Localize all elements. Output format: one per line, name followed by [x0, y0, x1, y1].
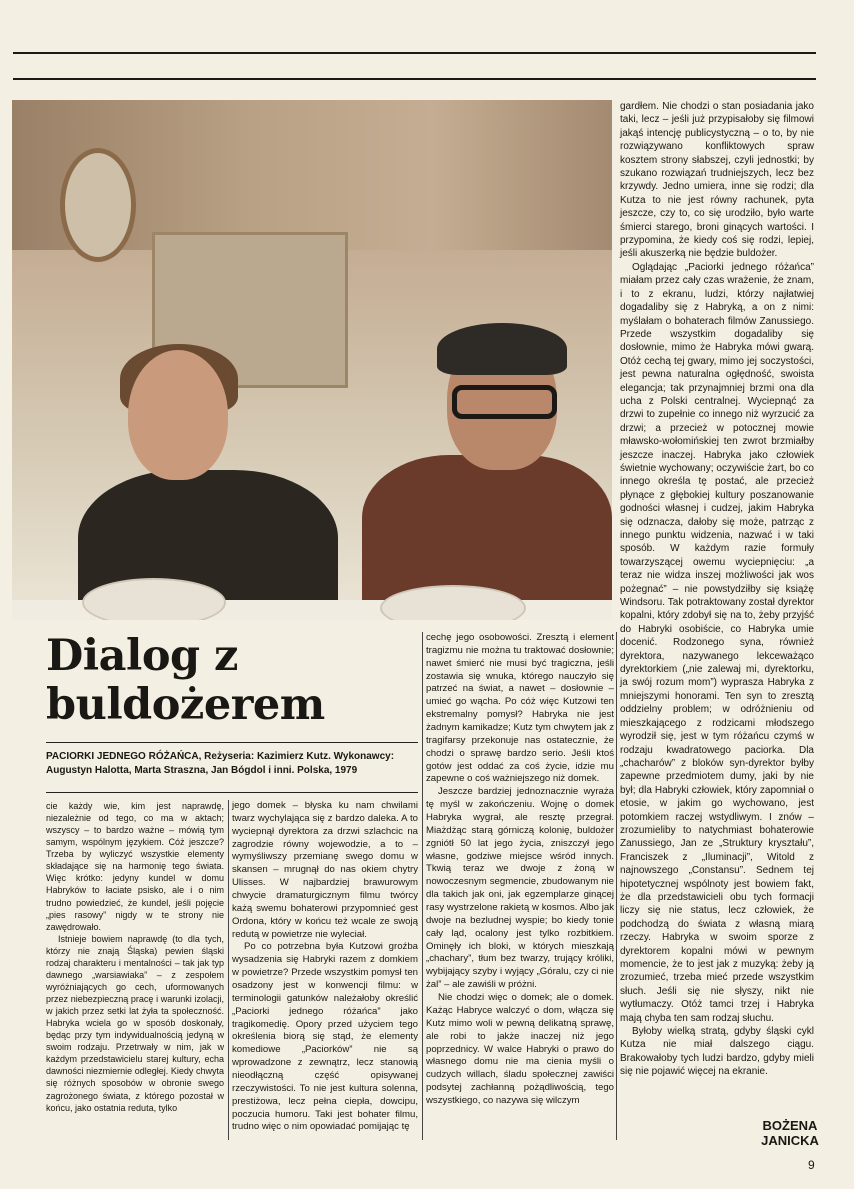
paragraph: Oglądając „Paciorki jednego różańca” miałam przez cały czas wrażenie, że znam, i to z ekranu, ludzi, którzy najłatwiej dogadaliby się z Habryką, a on z nimi: myślałam o bohaterach filmów Zanussiego. Przede wszystkim dogadaliby się dosłownie, mimo że Habryka mówi gwarą. Otóż cechą tej gwary, mimo jej soczystości, jest pewna naturalna ogłędność, swoista elegancja; tak przynajmniej brzmi ona dla ucha z Polski centralnej. Wyciepnąć za drzwi to zupełnie co innego niż wyrzucić za drzwi; a przecież w potocznej mowie mławsko-wołomińskiej ten zwrot brzmiałby jeszcze inaczej. Habryka jako człowiek świetnie wychowany; oczywiście żart, bo co innego określa tę postać, ale przecież płynące z głębokiej kultury poszanowanie godności własnej i cudzej, jakim Habryka się odznacza, dałoby się może, patrząc z innego punktu widzenia, nazwać i w taki sposób. W każdym razie formuły towarzyszącej owemu wyciepnięciu: „a teraz nie widza inszej możliwości jak wos pożegnać” – nie powstydziłby się książę Windsoru. Tak potraktowany został dyrektor kopalni, który zdobył się na to, żeby przyjść do Habryki osobiście, co Habryka umie docenić. Rodzonego syna, również dyrektora, nazywanego lekceważąco dyrektorkiem („nie zalewaj mi, dyrektorku, ja swój rozum mom”) wyprasza Habryka z mniejszymi honorami. Ten syn to zresztą oddzielny problem; w odróżnieniu od mieszkającego z rodzicami młodszego wyrodził się, jest w tym różańcu czymś w rodzaju kwadratowego paciorka. Dla „chacharów” z bloków syn-dyrektor byłby zapewne przedmiotem dumy, jaki by nie był; dla Habryki człowiek, który zapomniał o etosie, w jakim go wychowano, jest potomkiem raczej wstydliwym. I znów – zrozumieliby to natychmiast bohaterowie Zanussiego, Jan ze „Struktury kryształu”, Franciszek z „Iluminacji”, Witold z najnowszego „Constansu”. Sednem tej hipotetycznej wspólnoty jest bowiem fakt, że dla przedstawicieli obu tych formacji liczy się nie status, lecz człowiek, że podchodzą do świata z własną miarą rzeczy. Habryka w swoim sporze z dyrektorem kopalni mówi w pewnym momencie, że to jest jak z muzyką: żeby ją zrozumieć, trzeba mieć przede wszystkim słuch. Jeśli się nie słyszy, nikt nie wytłumaczy. Otóż tamci trzej i Habryka mają chyba ten sam rodzaj słuchu.	[620, 261, 814, 1024]
man-figure	[342, 315, 612, 620]
credits-rule-top	[46, 742, 418, 743]
woman-figure	[78, 350, 348, 620]
column-divider	[422, 632, 423, 1140]
paragraph: Po co potrzebna była Kutzowi groźba wysadzenia się Habryki razem z domkiem w powietrze? Przede wszystkim pomysł ten osadzony jest w konwencji filmu: w terminologii gatunków należałoby określić „Paciorki jednego różańca” jako tragikomedię. Opory przed użyciem tego określenia biorą się stąd, że elementy komediowe „Paciorków” nie są wprowadzone z zewnątrz, lecz stanowią nieodłączną część opisywanej rzeczywistości. To nie jest kultura solenna, prestiżowa, lecz pełna ciepła, dowcipu, poczucia humoru. Taki jest bohater filmu, trudno więc o nim opowiadać pomijając tę	[232, 941, 418, 1133]
paragraph: jego domek – błyska ku nam chwilami twarz wychylająca się z bardzo daleka. A to wyciepnął dyrektora za drzwi szlachcic na zagrodzie równy wojewodzie, a to – wymyśliwszy przemianę swego domu w skansen – mrugnął do nas okiem chytry Ulisses. W najbardziej brawurowym chwycie dramaturgicznym filmu twórcy każą swemu bohaterowi przypomnieć gest Ordona, który w końcu też wcale ze swoją redutą w powietrze nie wyleciał.	[232, 800, 418, 940]
mirror-shape	[60, 148, 136, 262]
top-rule-1	[13, 52, 816, 54]
column-divider	[616, 632, 617, 1140]
paragraph: Nie chodzi więc o domek; ale o domek. Każąc Habryce walczyć o dom, włącza się Kutz mimo woli w pewną delikatną sprawę, ale robi to jakże inaczej niż jego poprzednicy. W walce Habryki o prawo do własnego domu nie ma cienia myśli o cudzych willach, śladu społecznej zawiści podsytej zachłanną pożądliwością, tego wszystkiego, co nazywa się wilczym	[426, 992, 614, 1106]
column-divider	[228, 800, 229, 1140]
paragraph: Istnieje bowiem naprawdę (to dla tych, którzy nie znają Śląska) pewien śląski rodzaj charakteru i mentalności – tak jak typ dawnego „warsiawiaka” – z zespołem wyróżniających go cech, uformowanych przez niebezpieczną pracę i warunki izolacji, w jakich przez setki lat żyła ta społeczność. Habryka wciela go w sposób doskonały, będąc przy tym indywidualnością jedyną w swoim rodzaju. Przetrwały w nim, jak w każdym przedstawicielu starej kultury, echa dawności niezmiernie odległej. Kiedy chwyta się różnych sposobów w obronie swego zagrożonego świata, z którego pozostał w końcu, jako ostatnia reduta, tylko	[46, 933, 224, 1113]
text-column-2	[232, 800, 418, 1134]
paragraph: Byłoby wielką stratą, gdyby śląski cykl Kutza nie miał dalszego ciągu. Brakowałoby tych ludzi bardzo, gdyby mieli się nie pojawić więcej na ekranie.	[620, 1026, 814, 1078]
paragraph: cie każdy wie, kim jest naprawdę, niezależnie od tego, co ma w aktach; wszyscy – to bardzo ważne – mówią tym samym, wspólnym językiem. Cóż jeszcze? Trzeba by wyliczyć wszystkie elementy składające się na harmonię tego świata. Więc krótko: jedyny kundel w domu Habryków to łaciate psisko, ale i o nim trudno powiedzieć, że kundel, jeśli pojęcie „pies rasowy” nigdy w te strony nie zawędrowało.	[46, 801, 224, 932]
page-number: 9	[808, 1158, 815, 1172]
paragraph: gardłem. Nie chodzi o stan posiadania jako taki, lecz – jeśli już przypisałoby się filmowi jakąś intencję publicystyczną – o to, by nie rozwiązywano konfliktowych spraw kosztem strony słabszej, czyli jednostki; by szukano rozwiązań trudniejszych, lecz bez krzywdy. Jedno umiera, inne się rodzi; dla Kutza to nie jest równy rachunek, pyta jeszcze, czy to, co się urodziło, było warte śmierci starego, broni ginących wartości. I przypomina, że kiedy coś się rodzi, lepiej, jeśli akuszerką nie będzie buldożer.	[620, 101, 814, 260]
paragraph: Jeszcze bardziej jednoznacznie wyraża tę myśl w zakończeniu. Wojnę o domek Habryka wygrał, ale resztę przegrał. Miażdżąc starą górniczą kolonię, buldożer zgniótł 50 lat jego życia, zniszczył jego własne, godziwe miejsce wśród innych. Tkwią teraz we dwoje z żoną w nowoczesnym segmencie, zbudowanym nie dla takich jak oni, jak egzemplarze ginącej rasy wystrzelone rakietą w kosmos. Albo jak dwoje na bezludnej wyspie; bo kiedy tonie cały ląd, ocalony jest tylko rozbitkiem. Ominęły ich bloki, w których mieszkają „chachary”, tłum bez twarzy, trujący króliki, wybijający szyby i wyjący „Góralu, czy ci nie żal” – ale zawiśli w próżni.	[426, 786, 614, 991]
article-title: Dialog z buldożerem	[46, 631, 325, 730]
paragraph: cechę jego osobowości. Zresztą i element tragizmu nie można tu traktować dosłownie; nawet śmierć nie musi być tragiczna, jeśli zostawia się wnuka, którego nauczyło się patrzeć na świat, a nawet – dosłownie – umieć go wącha. Po cóż więc Kutzowi ten ekstremalny pomysł? Habryka nie jest żadnym kamikadze; Kutz tym chwytem jak z tragifarsy przekonuje nas ostatecznie, że chodzi o sprawę bardzo serio. Jeśli ktoś gotów jest oddać za coś życie, idzie mu zapewne o coś ważniejszego niż domek.	[426, 632, 614, 785]
text-column-3	[426, 632, 614, 1108]
top-rule-2	[13, 78, 816, 80]
credits-rule-bottom	[46, 792, 418, 793]
text-column-4	[620, 100, 814, 1079]
film-credits: PACIORKI JEDNEGO RÓŻAŃCA, Reżyseria: Kazimierz Kutz. Wykonawcy: Augustyn Halotta, Marta Straszna, Jan Bógdol i inni. Polska, 1979	[46, 751, 395, 776]
plate-left	[82, 578, 226, 620]
text-column-1	[46, 800, 224, 1114]
article-photo	[12, 100, 612, 620]
author-signature: BOŻENA JANICKA	[761, 1118, 819, 1148]
